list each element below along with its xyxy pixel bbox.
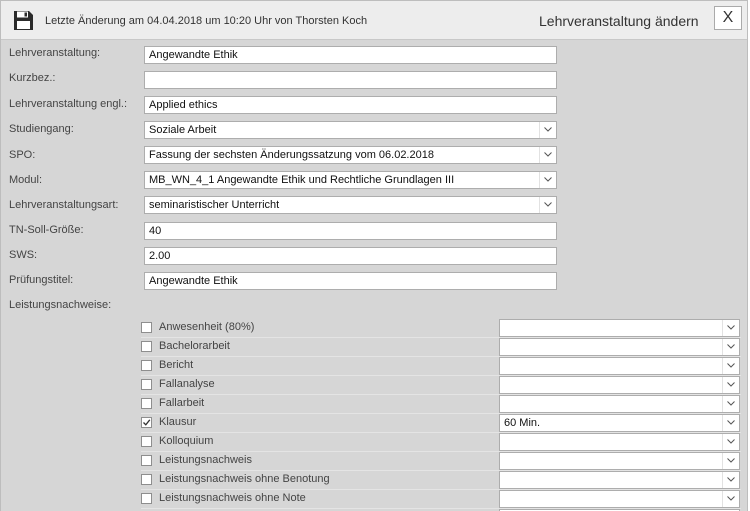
- studiengang-value: Soziale Arbeit: [149, 124, 217, 136]
- dialog-titlebar: [1, 1, 747, 40]
- chevron-down-icon[interactable]: [722, 358, 739, 374]
- leistungsnachweis-label: Leistungsnachweis ohne Benotung: [159, 473, 330, 485]
- chevron-down-icon[interactable]: [722, 491, 739, 507]
- chevron-down-icon[interactable]: [539, 122, 556, 138]
- label-leistungsnachweise: Leistungsnachweise:: [9, 299, 112, 311]
- leistungsnachweis-duration-select[interactable]: [499, 490, 740, 508]
- lehrveranstaltungsart-value: seminaristischer Unterricht: [149, 199, 280, 211]
- lehrveranstaltung-engl-input[interactable]: Applied ethics: [144, 96, 557, 114]
- leistungsnachweis-checkbox[interactable]: [141, 436, 152, 447]
- label-kurzbez: Kurzbez.:: [9, 72, 56, 84]
- leistungsnachweis-duration-select[interactable]: [499, 471, 740, 489]
- label-lehrveranstaltung-engl: Lehrveranstaltung engl.:: [9, 98, 128, 110]
- leistungsnachweis-label: Bachelorarbeit: [159, 340, 230, 352]
- leistungsnachweis-duration-select[interactable]: [499, 433, 740, 451]
- leistungsnachweis-checkbox[interactable]: [141, 455, 152, 466]
- label-pruefungstitel: Prüfungstitel:: [9, 274, 74, 286]
- kurzbez-input[interactable]: [144, 71, 557, 89]
- leistungsnachweis-checkbox[interactable]: [141, 493, 152, 504]
- floppy-disk-icon[interactable]: [13, 10, 34, 31]
- leistungsnachweis-label: Bericht: [159, 359, 194, 371]
- chevron-down-icon[interactable]: [722, 415, 739, 431]
- chevron-down-icon[interactable]: [722, 320, 739, 336]
- chevron-down-icon[interactable]: [539, 147, 556, 163]
- chevron-down-icon[interactable]: [722, 396, 739, 412]
- modul-select[interactable]: [144, 171, 557, 189]
- leistungsnachweis-duration-value: 60 Min.: [504, 417, 541, 429]
- leistungsnachweis-checkbox[interactable]: [141, 417, 152, 428]
- chevron-down-icon[interactable]: [722, 377, 739, 393]
- leistungsnachweis-checkbox[interactable]: [141, 474, 152, 485]
- leistungsnachweis-checkbox[interactable]: [141, 398, 152, 409]
- chevron-down-icon[interactable]: [722, 453, 739, 469]
- last-change-info: Letzte Änderung am 04.04.2018 um 10:20 Uhr von Thorsten Koch: [45, 15, 368, 27]
- leistungsnachweis-label: Kolloquium: [159, 435, 214, 447]
- dialog-title: Lehrveranstaltung ändern: [539, 13, 699, 29]
- leistungsnachweis-label: Fallarbeit: [159, 397, 205, 409]
- leistungsnachweis-duration-select[interactable]: [499, 395, 740, 413]
- leistungsnachweis-checkbox[interactable]: [141, 341, 152, 352]
- studiengang-select[interactable]: [144, 121, 557, 139]
- leistungsnachweis-duration-select[interactable]: [499, 319, 740, 337]
- spo-value: Fassung der sechsten Änderungssatzung vom 06.02.2018: [149, 149, 434, 161]
- label-lehrveranstaltungsart: Lehrveranstaltungsart:: [9, 199, 119, 211]
- spo-select[interactable]: [144, 146, 557, 164]
- close-button[interactable]: X: [714, 6, 742, 30]
- chevron-down-icon[interactable]: [539, 197, 556, 213]
- leistungsnachweis-duration-select[interactable]: [499, 376, 740, 394]
- pruefungstitel-input[interactable]: Angewandte Ethik: [144, 272, 557, 290]
- leistungsnachweis-duration-select[interactable]: [499, 338, 740, 356]
- chevron-down-icon[interactable]: [722, 434, 739, 450]
- chevron-down-icon[interactable]: [722, 339, 739, 355]
- sws-input[interactable]: 2.00: [144, 247, 557, 265]
- label-tn-soll-groesse: TN-Soll-Größe:: [9, 224, 84, 236]
- leistungsnachweis-duration-select[interactable]: [499, 414, 740, 432]
- lehrveranstaltungsart-select[interactable]: [144, 196, 557, 214]
- leistungsnachweis-label: Leistungsnachweis ohne Note: [159, 492, 306, 504]
- leistungsnachweis-label: Klausur: [159, 416, 197, 428]
- leistungsnachweis-label: Anwesenheit (80%): [159, 321, 255, 333]
- leistungsnachweis-checkbox[interactable]: [141, 360, 152, 371]
- label-lehrveranstaltung: Lehrveranstaltung:: [9, 47, 101, 59]
- tn-soll-groesse-input[interactable]: 40: [144, 222, 557, 240]
- leistungsnachweis-duration-select[interactable]: [499, 452, 740, 470]
- leistungsnachweis-checkbox[interactable]: [141, 379, 152, 390]
- leistungsnachweis-checkbox[interactable]: [141, 322, 152, 333]
- chevron-down-icon[interactable]: [722, 472, 739, 488]
- leistungsnachweis-label: Fallanalyse: [159, 378, 215, 390]
- leistungsnachweis-duration-select[interactable]: [499, 357, 740, 375]
- label-spo: SPO:: [9, 149, 36, 161]
- label-studiengang: Studiengang:: [9, 123, 74, 135]
- chevron-down-icon[interactable]: [539, 172, 556, 188]
- label-sws: SWS:: [9, 249, 38, 261]
- leistungsnachweis-label: Leistungsnachweis: [159, 454, 252, 466]
- modul-value: MB_WN_4_1 Angewandte Ethik und Rechtliche Grundlagen III: [149, 174, 455, 186]
- label-modul: Modul:: [9, 174, 43, 186]
- lehrveranstaltung-input[interactable]: Angewandte Ethik: [144, 46, 557, 64]
